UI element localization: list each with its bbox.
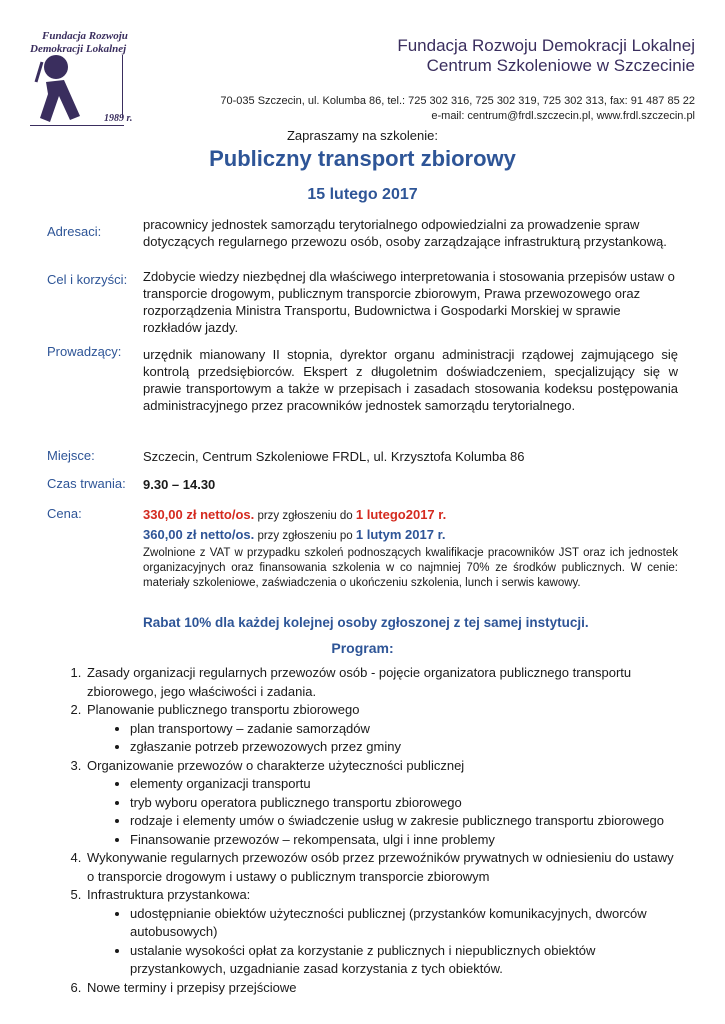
contact-address: 70-035 Szczecin, ul. Kolumba 86, tel.: 725 302 316, 725 302 319, 725 302 313, fax: 91 487 85 22	[220, 95, 695, 107]
program-item-text: Zasady organizacji regularnych przewozów osób - pojęcie organizatora publicznego transportu zbiorowego, jego właściwości i zadania.	[87, 665, 632, 699]
price-2-date: 1 lutym 2017 r.	[355, 527, 446, 542]
program-item	[85, 664, 680, 701]
program-subitem: • ustalanie wysokości opłat za korzystanie z publicznych i niepublicznych obiektów przystankowych, uzgadnianie zasad korzystania z tych obiektów.	[130, 942, 680, 979]
program-item	[85, 979, 680, 998]
logo-figure-icon	[32, 54, 107, 124]
program-item-text: Organizowanie przewozów o charakterze użyteczności publicznej	[87, 757, 465, 773]
training-title: Publiczny transport zbiorowy	[209, 146, 516, 171]
program-item-text: Infrastruktura przystankowa:	[87, 887, 251, 902]
program-item-text: Nowe terminy i przepisy przejściowe	[87, 979, 297, 995]
vat-note: Zwolnione z VAT w przypadku szkoleń podnoszących kwalifikacje pracowników JST oraz ich jednostek organizacyjnych oraz finansowania szkolenia w co najmniej 70% ze środków publicznych. W cenie: materiały szkoleniowe, zaświadczenia o ukończeniu szkolenia, lunch i serwis kawowy.	[143, 547, 678, 589]
program-list	[45, 664, 680, 997]
org-name: Fundacja Rozwoju Demokracji Lokalnej	[397, 36, 695, 55]
program-subitem: • Finansowanie przewozów – rekompensata, ulgi i inne problemy	[130, 831, 680, 850]
org-header	[397, 36, 695, 76]
prowadzacy-value: urzędnik mianowany II stopnia, dyrektor organu administracji rządowej zajmującego się kontrolą przedsiębiorców. Ekspert z długoletnim doświadczeniem, specjalizujący się w prawie transportowym a także w przepisach i zasadach stosowania kodeksu postępowania administracyjnego przez pracowników jednostek samorządu terytorialnego.	[143, 347, 678, 413]
program-item	[85, 849, 680, 886]
program-item	[85, 886, 680, 979]
contact-info	[220, 94, 695, 124]
program-subitem: • rodzaje i elementy umów o świadczenie usług w zakresie publicznego transportu zbiorowego	[130, 812, 680, 831]
cel-value: Zdobycie wiedzy niezbędnej dla właściwego interpretowania i stosowania przepisów ustaw o transporcie drogowym, publicznym transporcie zbiorowym, Prawa przewozowego oraz rozporządzenia Ministra Transportu, Budownictwa i Gospodarki Morskiej w sprawie rozkładów jazdy.	[143, 269, 675, 335]
czas-label: Czas trwania:	[47, 476, 126, 491]
program-subitems	[87, 775, 680, 849]
miejsce-label: Miejsce:	[47, 448, 95, 463]
adresaci-label: Adresaci:	[47, 224, 102, 239]
program-subitem: • udostępnianie obiektów użyteczności publicznej (przystanków komunikacyjnych, dworców autobusowych)	[130, 905, 680, 942]
program-subitems	[87, 905, 680, 979]
miejsce-value: Szczecin, Centrum Szkoleniowe FRDL, ul. Krzysztofa Kolumba 86	[143, 449, 525, 464]
logo-line-1: Fundacja Rozwoju	[42, 30, 128, 42]
training-date: 15 lutego 2017	[307, 186, 418, 203]
program-subitem: • tryb wyboru operatora publicznego transportu zbiorowego	[130, 794, 680, 813]
price-1-note: przy zgłoszeniu do	[254, 510, 356, 522]
logo-year: 1989 r.	[104, 113, 133, 124]
program-subitem: • zgłaszanie potrzeb przewozowych przez gminy	[130, 738, 680, 757]
program-item-text: Planowanie publicznego transportu zbiorowego	[87, 702, 360, 717]
price-1	[143, 506, 678, 524]
cena-label: Cena:	[47, 506, 82, 521]
price-1-amount: 330,00 zł netto/os.	[143, 507, 255, 522]
org-center-name: Centrum Szkoleniowe w Szczecinie	[426, 56, 695, 75]
czas-value: 9.30 – 14.30	[143, 477, 216, 492]
program-item	[85, 757, 680, 850]
program-subitem: • elementy organizacji transportu	[130, 775, 680, 794]
program-item	[85, 701, 680, 757]
cel-label: Cel i korzyści:	[47, 272, 128, 287]
rabat-note: Rabat 10% dla każdej kolejnej osoby zgłoszonej z tej samej instytucji.	[143, 615, 589, 630]
frdl-logo	[30, 30, 145, 125]
contact-email: e-mail: centrum@frdl.szczecin.pl, www.frdl.szczecin.pl	[431, 110, 695, 122]
program-subitems	[87, 720, 680, 757]
logo-divider-vertical	[122, 55, 123, 118]
logo-line-2: Demokracji Lokalnej	[30, 43, 127, 55]
adresaci-value: pracownicy jednostek samorządu terytorialnego odpowiedzialni za prowadzenie spraw dotyczących regularnego przewozu osób, osoby zarządzające infrastrukturą przystankową.	[143, 217, 667, 249]
price-2-note: przy zgłoszeniu po	[254, 530, 356, 542]
price-2-amount: 360,00 zł netto/os.	[143, 527, 255, 542]
program-item-text: Wykonywanie regularnych przewozów osób przez przewoźników prywatnych w odniesieniu do ustawy o transporcie drogowym i ustawy o publicznym transporcie zbiorowym	[87, 850, 674, 884]
price-1-date: 1 lutego2017 r.	[355, 507, 447, 522]
logo-divider-horizontal	[30, 125, 124, 126]
prowadzacy-label: Prowadzący:	[47, 344, 122, 359]
price-2	[143, 526, 678, 544]
program-title: Program:	[331, 640, 394, 656]
program-subitem: • plan transportowy – zadanie samorządów	[130, 720, 680, 739]
intro-text: Zapraszamy na szkolenie:	[286, 128, 438, 143]
